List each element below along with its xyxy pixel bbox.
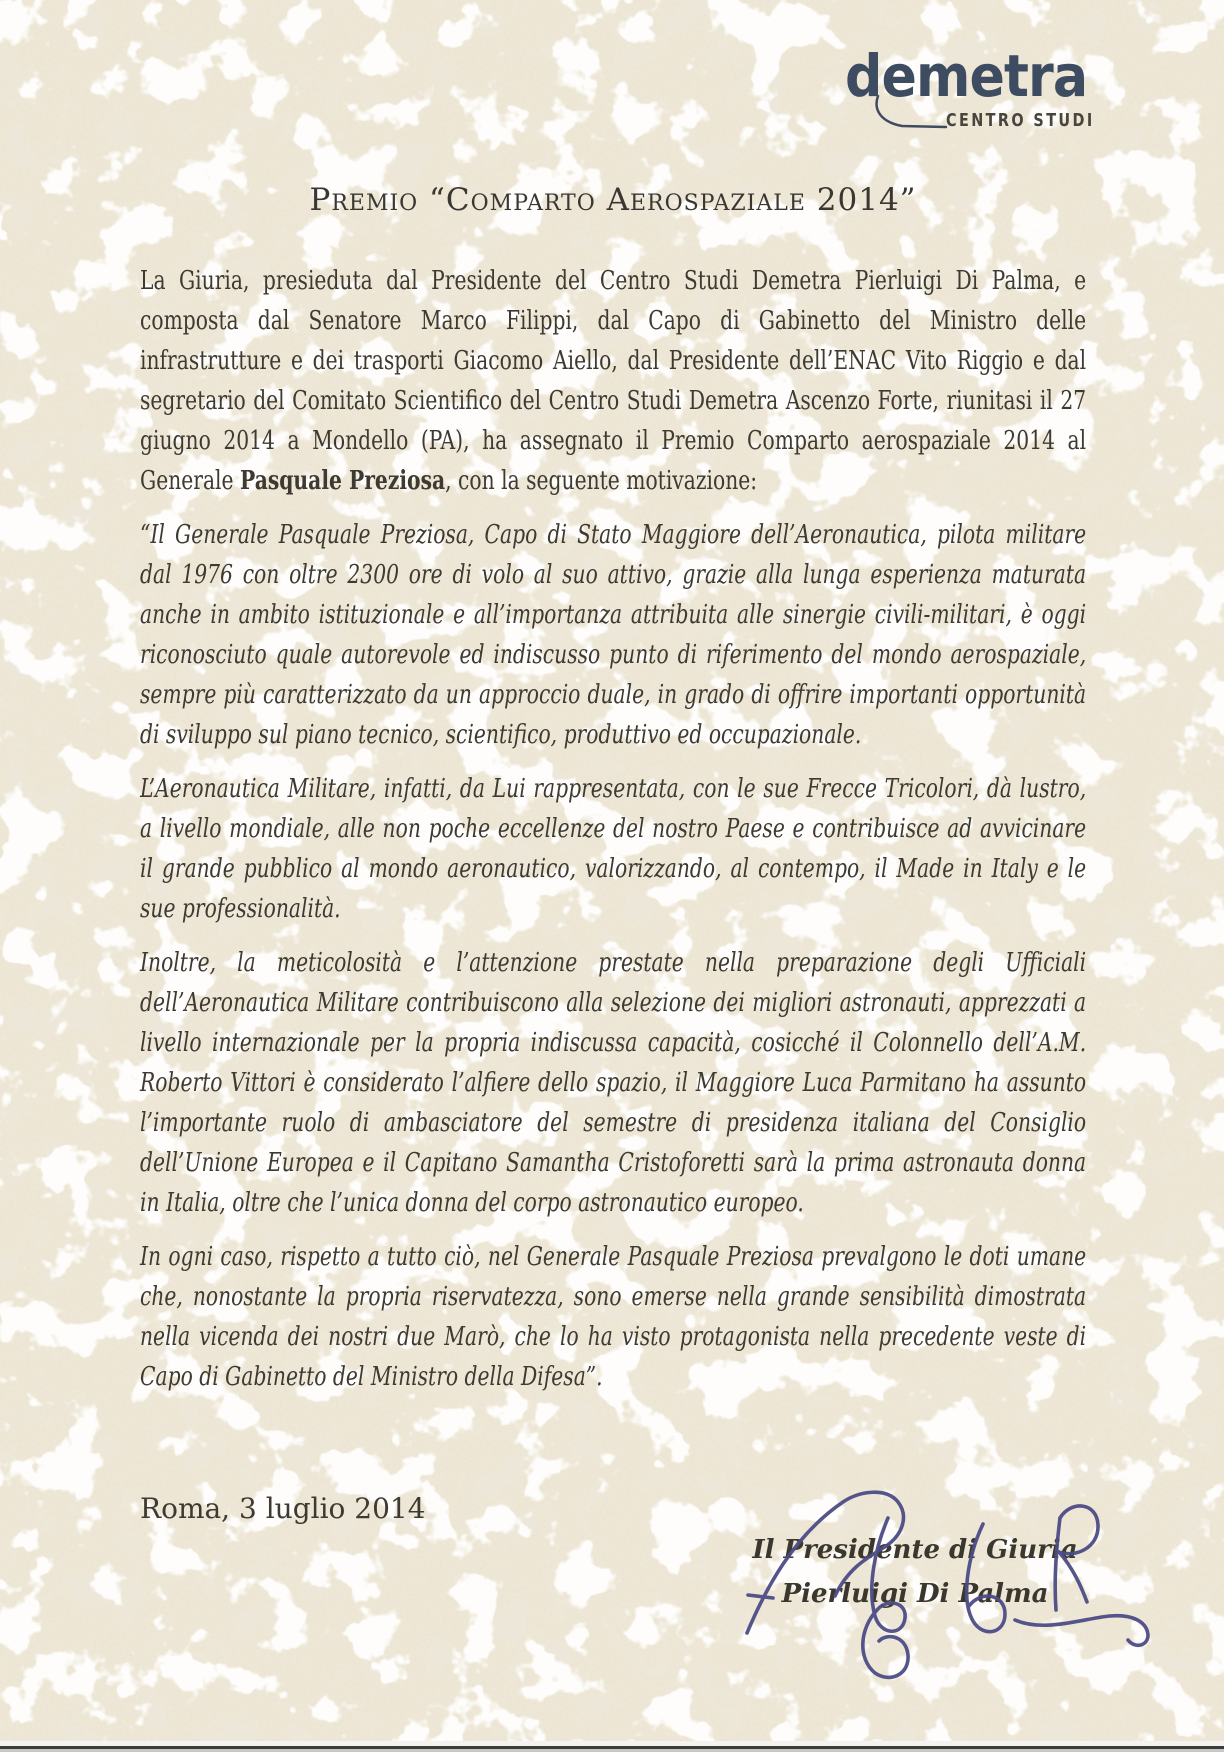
- document-body: [140, 261, 1086, 1411]
- motivation-paragraph: L’Aeronautica Militare, infatti, da Lui rappresentata, con le sue Frecce Tricolori, dà lustro, a livello mondiale, alle non poche eccellenze del nostro Paese e contribuisce ad avvicinare il grande pubblico al mondo aeronautico, valorizzando, al contempo, il Made in Italy e le sue professionalità.: [140, 774, 1087, 924]
- logo-curve-mark: [868, 94, 950, 134]
- laureate-name-bold: Pasquale Preziosa: [239, 466, 446, 496]
- motivation-paragraph: Inoltre, la meticolosità e l’attenzione prestate nella preparazione degli Ufficiali dell’Aeronautica Militare contribuiscono alla selezione dei migliori astronauti, apprezzati a livello internazionale per la propria indiscussa capacità, cosicché il Colonnello dell’A.M. Roberto Vittori è considerato l’alfiere dello spazio, il Maggiore Luca Parmitano ha assunto l’importante ruolo di ambasciatore del semestre di presidenza italiana del Consiglio dell’Unione Europea e il Capitano Samantha Cristoforetti sarà la prima astronauta donna in Italia, oltre che l’unica donna del corpo astronautico europeo.: [140, 948, 1087, 1218]
- motivation-paragraph: In ogni caso, rispetto a tutto ciò, nel Generale Pasquale Preziosa prevalgono le doti umane che, nonostante la propria riservatezza, sono emerse nella grande sensibilità dimostrata nella vicenda dei nostri due Marò, che lo ha visto protagonista nella precedente veste di Capo di Gabinetto del Ministro della Difesa”.: [140, 1242, 1087, 1392]
- document-title: Premio “Comparto Aerospaziale 2014”: [309, 182, 917, 218]
- intro-text-before: La Giuria, presieduta dal Presidente del Centro Studi Demetra Pierluigi Di Palma, e composta dal Senatore Marco Filippi, dal Capo di Gabinetto del Ministro delle infrastrutture e dei trasporti Giacomo Aiello, dal Presidente dell’ENAC Vito Riggio e dal segretario del Comitato Scientifico del Centro Studi Demetra Ascenzo Forte, riunitasi il 27 giugno 2014 a Mondello (PA), ha assegnato il Premio Comparto aerospaziale 2014 al Generale: [140, 266, 1087, 496]
- logo-subtitle: CENTRO STUDI: [946, 110, 1095, 131]
- dateline: Roma, 3 luglio 2014: [140, 1492, 426, 1525]
- signature-role: Il Presidente di Giuria: [752, 1535, 1078, 1565]
- intro-text-after: , con la seguente motivazione:: [445, 466, 758, 496]
- intro-paragraph: [140, 261, 1086, 501]
- signature-name: Pierluigi Di Palma: [781, 1579, 1049, 1609]
- motivation-paragraph: “Il Generale Pasquale Preziosa, Capo di Stato Maggiore dell’Aeronautica, pilota militare dal 1976 con oltre 2300 ore di volo al suo attivo, grazie alla lunga esperienza maturata anche in ambito istituzionale e all’importanza attribuita alle sinergie civili-militari, è oggi riconosciuto quale autorevole ed indiscusso punto di riferimento del mondo aerospaziale, sempre più caratterizzato da un approccio duale, in grado di offrire importanti opportunità di sviluppo sul piano tecnico, scientifico, produttivo ed occupazionale.: [140, 520, 1087, 750]
- scan-bottom-edge: [0, 1738, 1224, 1752]
- handwritten-signature-ink: [715, 1478, 1175, 1688]
- logo-wordmark: demetra: [845, 42, 1088, 110]
